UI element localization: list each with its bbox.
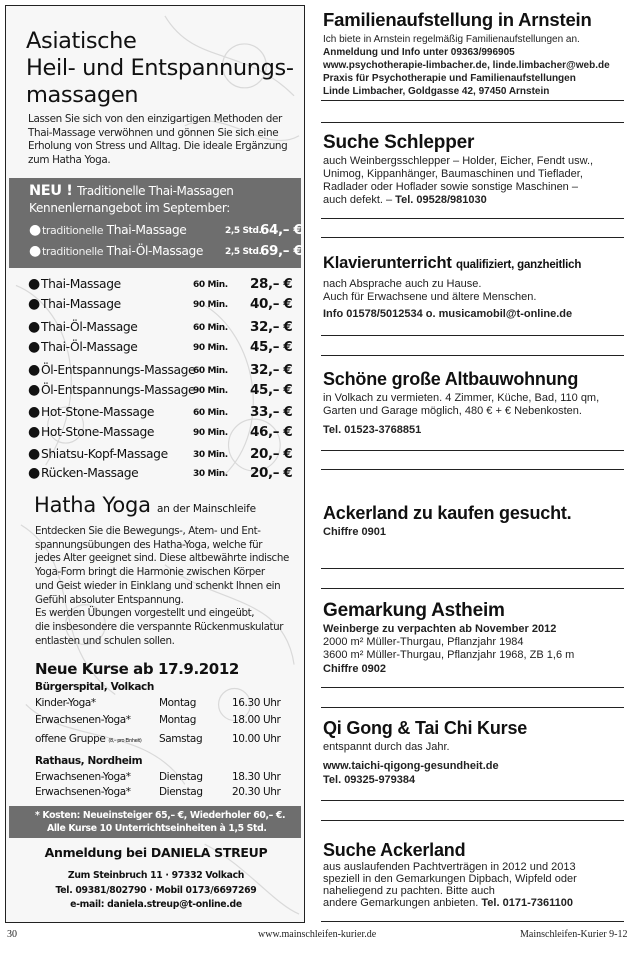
massage-duration: 90 Min. (193, 428, 228, 438)
bullet-icon: ● (28, 319, 40, 335)
yoga-subtitle: an der Mainschleife (157, 503, 256, 515)
new-label: NEU ! (29, 183, 73, 199)
price-row (28, 423, 294, 441)
yoga-line: jedes Alter geeignet sind. Diese altbewährte indische (35, 552, 289, 565)
ad-line-text: auch defekt. – (323, 194, 393, 206)
ad-contact: Chiffre 0902 (323, 663, 386, 675)
price-row (28, 338, 294, 356)
yoga-line: entlasten und schulen sollen. (35, 634, 175, 647)
course-time: 18.00 Uhr (232, 714, 281, 726)
massage-price: 20,– € (250, 446, 293, 462)
offer-row (29, 221, 303, 239)
ad-title-text: Klavierunterricht (323, 254, 452, 272)
ad-line: Anmeldung und Info unter 09363/996905 (323, 47, 515, 58)
course-name (35, 732, 141, 748)
divider (321, 687, 624, 688)
ad-line: Unimog, Kippanhänger, Baumaschinen und Tieflader, (323, 168, 583, 180)
massage-price: 32,– € (250, 319, 293, 335)
massage-name: Thai-Massage (41, 297, 121, 311)
divider (321, 800, 624, 801)
location-name: Rathaus, Nordheim (35, 755, 143, 767)
massage-name: Rücken-Massage (41, 466, 139, 480)
divider (321, 568, 624, 569)
yoga-description (35, 525, 297, 648)
new-offer-title: Traditionelle Thai-Massagen (77, 184, 234, 198)
course-name (35, 696, 96, 710)
ad-line: 2000 m² Müller-Thurgau, Pflanzjahr 1984 (323, 636, 524, 648)
course-time: 10.00 Uhr (232, 733, 281, 745)
bullet-icon: ● (28, 276, 40, 292)
course-label: Kinder-Yoga* (35, 697, 96, 709)
bullet-icon: ● (28, 424, 40, 440)
course-time: 16.30 Uhr (232, 697, 281, 709)
offer-prefix: traditionelle (42, 245, 104, 258)
bullet-icon: ● (28, 296, 40, 312)
bullet-icon: ● (28, 382, 40, 398)
course-day: Dienstag (159, 786, 203, 798)
ad-line: Ich biete in Arnstein regelmäßig Familienaufstellungen an. (323, 34, 580, 45)
divider (321, 820, 624, 821)
bullet-icon: ● (28, 362, 40, 378)
course-time: 18.30 Uhr (232, 771, 281, 783)
divider (321, 588, 624, 589)
ad-line: Linde Limbacher, Goldgasse 42, 97450 Arnstein (323, 86, 550, 97)
ad-title: Gemarkung Astheim (323, 600, 505, 621)
offer-prefix: traditionelle (42, 224, 104, 237)
email: e-mail: daniela.streup@t-online.de (70, 899, 242, 910)
course-day: Samstag (159, 733, 203, 745)
divider (321, 218, 624, 219)
ad-title (323, 254, 581, 273)
ad-title: Suche Schlepper (323, 132, 475, 153)
headline-line: massagen (26, 82, 139, 108)
location-name: Bürgerspital, Volkach (35, 681, 154, 693)
bullet-icon: ● (28, 465, 40, 481)
courses-heading: Neue Kurse ab 17.9.2012 (35, 660, 239, 678)
course-row (35, 732, 295, 746)
bullet-icon: ● (28, 404, 40, 420)
phone: Tel. 09381/802790 · Mobil 0173/6697269 (55, 885, 257, 896)
yoga-title: Hatha Yoga (34, 493, 151, 517)
ad-line: aus auslaufenden Pachtverträgen in 2012 und 2013 (323, 861, 576, 873)
massage-name: Thai-Öl-Massage (41, 320, 138, 334)
offer-duration: 2,5 Std. (225, 226, 262, 236)
massage-duration: 90 Min. (193, 386, 228, 396)
course-note: (8,– pro Einheit) (108, 738, 142, 744)
cost-box (9, 806, 301, 838)
course-name (35, 785, 131, 799)
massage-duration: 60 Min. (193, 323, 228, 333)
divider (321, 450, 624, 451)
price-row (28, 403, 294, 421)
divider (321, 355, 624, 356)
yoga-heading (34, 493, 256, 517)
ad-headline (26, 28, 301, 109)
headline-line: Asiatische (26, 28, 137, 54)
massage-price: 32,– € (250, 362, 293, 378)
divider (321, 100, 624, 101)
ad-line-text: andere Gemarkungen anbieten. (323, 897, 479, 909)
course-label: Erwachsenen-Yoga* (35, 786, 131, 798)
offer-name (42, 242, 203, 261)
course-row (35, 696, 295, 710)
ad-line: auch Weinbergsschlepper – Holder, Eicher, Fendt usw., (323, 155, 594, 167)
course-row (35, 785, 295, 799)
massage-duration: 30 Min. (193, 469, 228, 479)
offer-duration: 2,5 Std. (225, 247, 262, 257)
bullet-icon: ● (29, 243, 41, 259)
intro-line: Lassen Sie sich von den einzigartigen Methoden der (28, 113, 282, 125)
offer-title: Thai-Öl-Massage (106, 244, 204, 258)
massage-price: 46,– € (250, 424, 293, 440)
intro-line: zum Hatha Yoga. (28, 153, 111, 166)
massage-name: Hot-Stone-Massage (41, 405, 155, 419)
yoga-line: Yoga-Form bringt die Harmonie zwischen Körper (35, 566, 265, 579)
ad-title: Familienaufstellung in Arnstein (323, 9, 592, 30)
course-label: Erwachsenen-Yoga* (35, 771, 131, 783)
offer-title: Thai-Massage (106, 223, 187, 237)
bullet-icon: ● (28, 446, 40, 462)
divider (321, 335, 624, 336)
ad-contact: Tel. 01523-3768851 (323, 424, 422, 436)
yoga-line: und Geist wieder in Einklang und schenkt Ihnen ein (35, 579, 281, 592)
bullet-icon: ● (29, 222, 41, 238)
footer-issue: Mainschleifen-Kurier 9-12 (520, 929, 628, 940)
massage-price: 28,– € (250, 276, 293, 292)
massage-duration: 30 Min. (193, 450, 228, 460)
divider (321, 122, 624, 123)
course-row (35, 770, 295, 784)
ad-contact: Chiffre 0901 (323, 526, 386, 538)
divider (321, 469, 624, 470)
registration-heading: Anmeldung bei DANIELA STREUP (44, 845, 268, 860)
massage-duration: 60 Min. (193, 366, 228, 376)
course-day: Montag (159, 714, 196, 726)
divider (321, 237, 624, 238)
massage-name: Shiatsu-Kopf-Massage (41, 447, 168, 461)
ad-phone: Tel. 09528/981030 (395, 194, 487, 206)
massage-name: Hot-Stone-Massage (41, 425, 155, 439)
ad-phone: Tel. 0171-7361100 (481, 897, 573, 909)
yoga-line: Gefühl absoluter Entspannung. (35, 593, 184, 606)
massage-name: Thai-Öl-Massage (41, 340, 138, 354)
ad-line: in Volkach zu vermieten. 4 Zimmer, Küche, Bad, 110 qm, (323, 392, 600, 404)
massage-name: Öl-Entspannungs-Massage (41, 383, 196, 397)
footer-website: www.mainschleifen-kurier.de (258, 929, 377, 940)
cost-line: Alle Kurse 10 Unterrichtseinheiten à 1,5 Std. (47, 823, 267, 834)
price-row (28, 445, 294, 463)
intro-text (28, 113, 300, 167)
divider (321, 921, 624, 922)
ad-subtitle: Weinberge zu verpachten ab November 2012 (323, 623, 557, 635)
ad-line: nach Absprache auch zu Hause. (323, 278, 482, 290)
ad-contact: Tel. 09325-979384 (323, 774, 416, 786)
course-label: offene Gruppe (35, 733, 106, 745)
intro-line: Erholung von Stress und Alltag. Die ideale Ergänzung (28, 140, 288, 153)
massage-price: 40,– € (250, 296, 293, 312)
course-time: 20.30 Uhr (232, 786, 281, 798)
new-offer-subheading: Kennenlernangebot im September: (29, 201, 231, 215)
divider (321, 707, 624, 708)
cost-line: * Kosten: Neueinsteiger 65,– €, Wiederholer 60,– €. (35, 810, 286, 821)
page-number: 30 (7, 929, 17, 940)
ad-line: Garten und Garage möglich, 480 € + € Nebenkosten. (323, 405, 582, 417)
ad-line: Praxis für Psychotherapie und Familienaufstellungen (323, 73, 576, 84)
massage-price: 45,– € (250, 382, 293, 398)
offer-name (42, 221, 186, 240)
massage-price: 45,– € (250, 339, 293, 355)
course-name (35, 713, 131, 727)
ad-line (323, 194, 487, 207)
massage-yoga-ad (5, 5, 305, 923)
price-row (28, 275, 294, 293)
price-row (28, 295, 294, 313)
ad-web: www.taichi-qigong-gesundheit.de (323, 760, 499, 772)
price-row (28, 381, 294, 399)
course-day: Dienstag (159, 771, 203, 783)
ad-line: 3600 m² Müller-Thurgau, Pflanzjahr 1968, ZB 1,6 m (323, 649, 575, 661)
ad-title-suffix: qualifiziert, ganzheitlich (456, 259, 582, 271)
ad-title: Schöne große Altbauwohnung (323, 369, 579, 389)
massage-name: Thai-Massage (41, 277, 121, 291)
ad-line: www.psychotherapie-limbacher.de, linde.limbacher@web.de (323, 60, 610, 71)
ad-title: Qi Gong & Tai Chi Kurse (323, 718, 528, 738)
price-row (28, 361, 294, 379)
price-row (28, 464, 294, 482)
ad-line (323, 897, 573, 910)
course-label: Erwachsenen-Yoga* (35, 714, 131, 726)
offer-price: 64,– € (260, 222, 303, 238)
ad-line: naheliegend zu pachten. Bitte auch (323, 885, 495, 897)
course-name (35, 770, 131, 784)
offer-price: 69,– € (260, 243, 303, 259)
headline-line: Heil- und Entspannungs- (26, 55, 294, 81)
massage-price: 33,– € (250, 404, 293, 420)
ad-line: entspannt durch das Jahr. (323, 741, 450, 753)
bullet-icon: ● (28, 339, 40, 355)
ad-line: speziell in den Gemarkungen Dipbach, Wipfeld oder (323, 873, 577, 885)
massage-duration: 90 Min. (193, 300, 228, 310)
price-row (28, 318, 294, 336)
massage-duration: 90 Min. (193, 343, 228, 353)
yoga-line: Es werden Übungen vorgestellt und eingeübt, (35, 607, 255, 620)
offer-row (29, 242, 303, 260)
ad-line: Auch für Erwachsene und ältere Menschen. (323, 291, 537, 303)
ad-contact: Info 01578/5012534 o. musicamobil@t-online.de (323, 308, 573, 320)
massage-duration: 60 Min. (193, 280, 228, 290)
ad-line: Radlader oder Hoflader sowie sonstige Maschinen – (323, 181, 578, 193)
new-offer-box (9, 178, 301, 268)
course-day: Montag (159, 697, 196, 709)
ad-title: Ackerland zu kaufen gesucht. (323, 503, 572, 523)
yoga-line: spannungsübungen des Hatha-Yoga, welche für (35, 538, 263, 551)
address: Zum Steinbruch 11 · 97332 Volkach (67, 870, 245, 881)
intro-line: Thai-Massage verwöhnen und gönnen Sie sich eine (28, 126, 279, 139)
yoga-line: Entdecken Sie die Bewegungs-, Atem- und Ent- (35, 525, 261, 537)
ad-title: Suche Ackerland (323, 840, 466, 860)
yoga-line: die insbesondere die verspannte Rückenmuskulatur (35, 620, 284, 633)
massage-price: 20,– € (250, 465, 293, 481)
massage-duration: 60 Min. (193, 408, 228, 418)
new-offer-heading (29, 183, 234, 199)
massage-name: Öl-Entspannungs-Massage (41, 363, 196, 377)
course-row (35, 713, 295, 727)
